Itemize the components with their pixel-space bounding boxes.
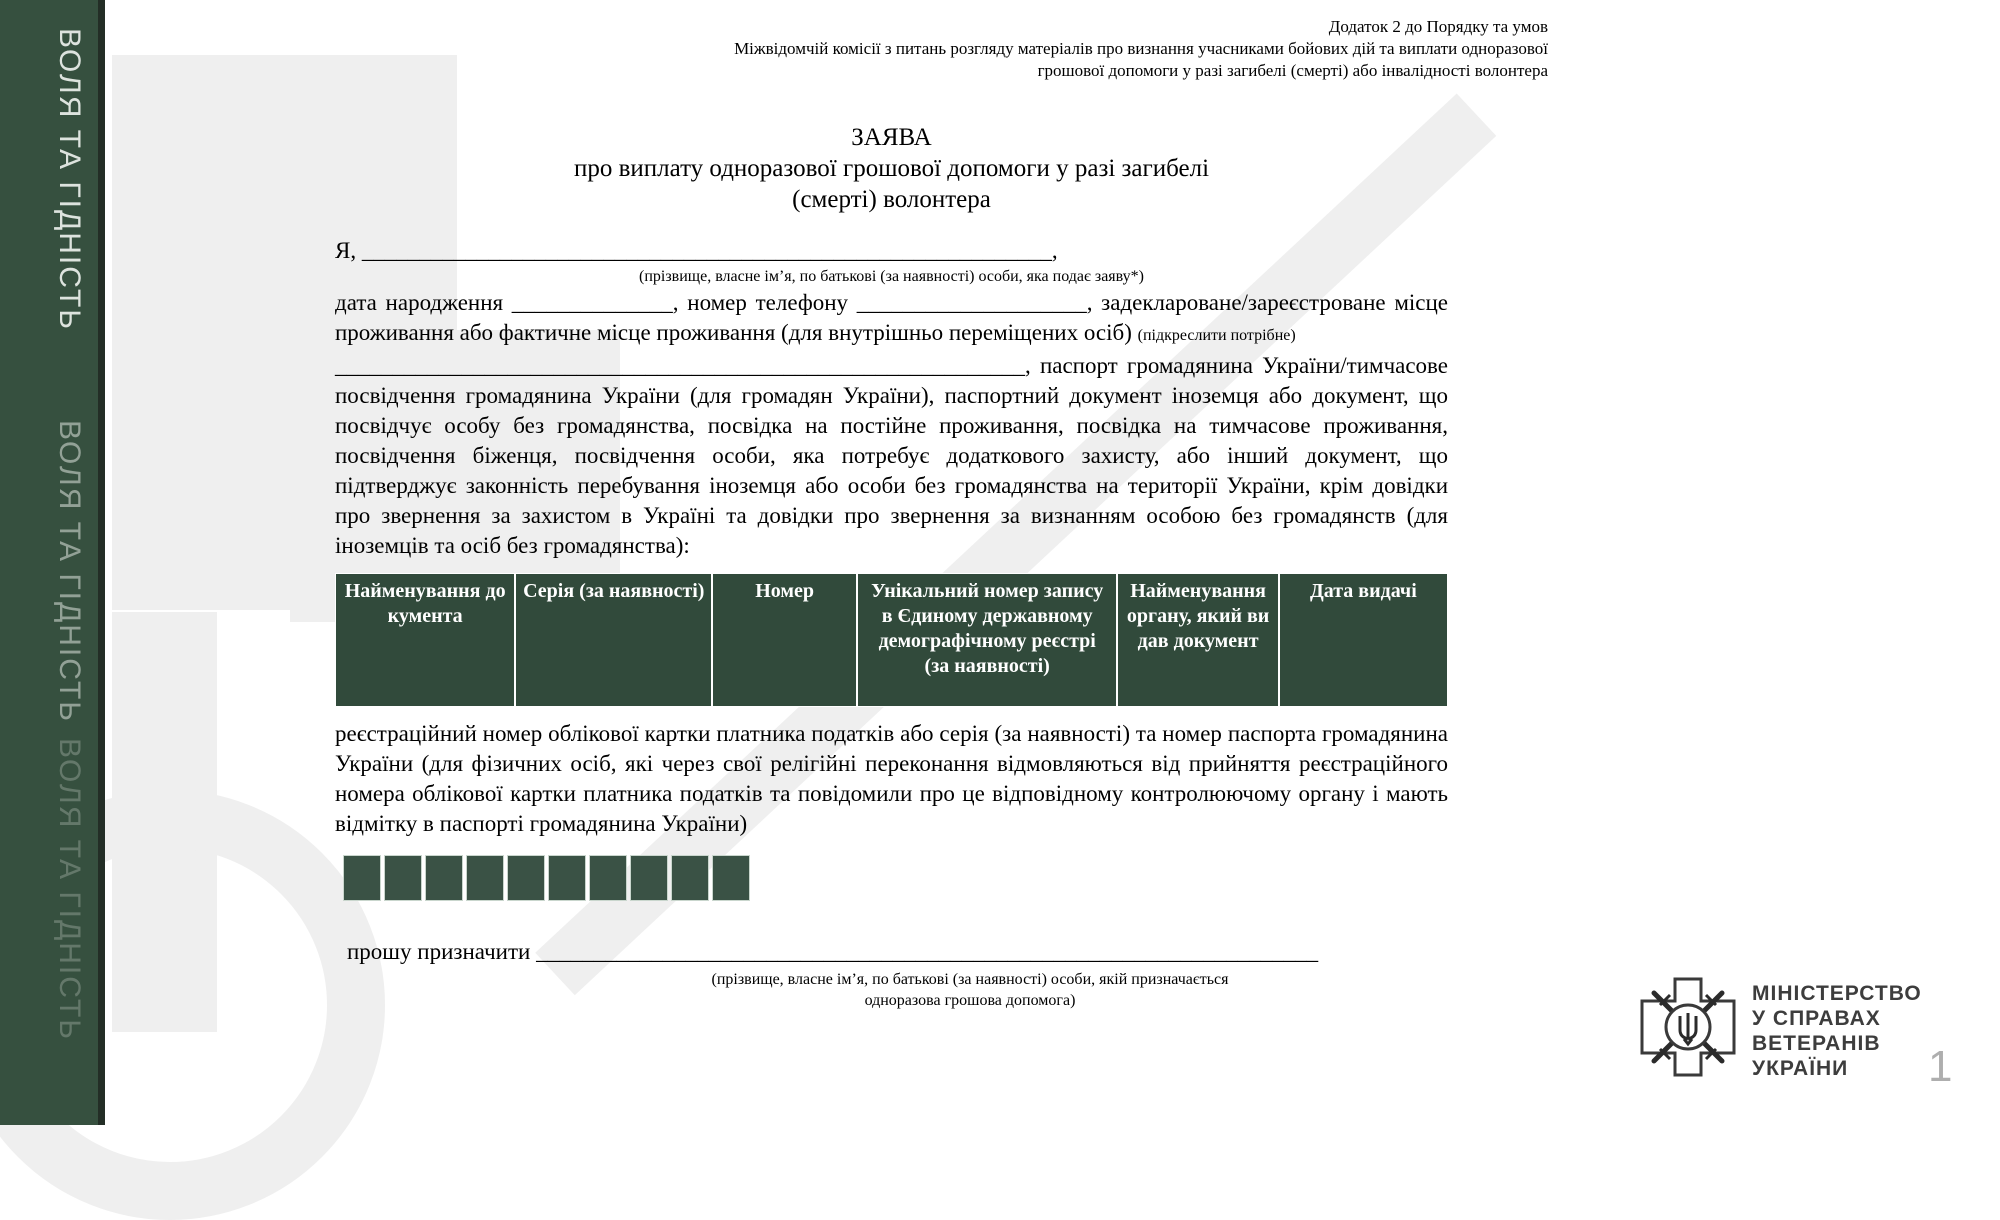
title-line: про виплату одноразової грошової допомоги у разі загибелі bbox=[573, 155, 1210, 182]
tin-box bbox=[384, 855, 422, 901]
annex-note bbox=[548, 16, 1548, 82]
tin-box bbox=[466, 855, 504, 901]
details-text: дата народження ______________, номер телефону ____________________, задеклароване/зареєстроване місце проживання або фактичне місце проживання (для внутрішньо переміщених осіб) bbox=[335, 290, 1448, 345]
document-table bbox=[335, 573, 1448, 707]
tin-box bbox=[343, 855, 381, 901]
tin-box bbox=[589, 855, 627, 901]
tin-box bbox=[630, 855, 668, 901]
banner-text: ВОЛЯ ТА ГІДНІСТЬ bbox=[53, 738, 86, 1041]
applicant-name-caption: (прізвище, власне ім’я, по батькові (за наявності) особи, яка подає заяву*) bbox=[639, 268, 1144, 285]
tin-box-row bbox=[343, 855, 1448, 901]
ministry-emblem-icon bbox=[1638, 975, 1738, 1079]
request-line bbox=[347, 937, 1448, 967]
ministry-name bbox=[1752, 981, 1922, 1081]
ministry-name-line: У СПРАВАХ bbox=[1752, 1007, 1881, 1030]
table-header-unique-number: Унікальний номер запису в Єдиному державному демографічному реєстрі (за наявності) bbox=[857, 573, 1117, 707]
ministry-name-line: МІНІСТЕРСТВО bbox=[1752, 982, 1922, 1005]
documents-paragraph: ____________________________________________________________, паспорт громадянина України/тимчасове посвідчення громадянина України (для громадян України), паспортний документ іноземця або документ, що посвідчує особу без громадянства, посвідка на постійне проживання, посвідка на тимчасове проживання, посвідчення біженця, посвідчення особи, яка потребує додаткового захисту, або інший документ, що підтверджує законність перебування іноземця або особи без громадянства на території України, крім довідки про звернення за захистом в Україні та довідки про звернення за визнанням особою без громадянств (для іноземців та осіб без громадянства): bbox=[335, 353, 1448, 558]
request-caption-line: (прізвище, власне ім’я, по батькові (за наявності) особи, якій призначається bbox=[711, 971, 1229, 988]
annex-note-line: Додаток 2 до Порядку та умов bbox=[1328, 17, 1548, 36]
details-paragraph bbox=[335, 288, 1448, 351]
underline-note: (підкреслити потрібне) bbox=[1137, 327, 1296, 344]
request-captions bbox=[495, 969, 1445, 1011]
table-header-number: Номер bbox=[712, 573, 857, 707]
banner-text: ВОЛЯ ТА ГІДНІСТЬ bbox=[53, 420, 86, 723]
tin-box bbox=[548, 855, 586, 901]
banner-text: ВОЛЯ ТА ГІДНІСТЬ bbox=[53, 28, 86, 331]
annex-note-line: грошової допомоги у разі загибелі (смерті) або інвалідності волонтера bbox=[1037, 61, 1548, 80]
request-blank: ____________________________________________________________________ bbox=[536, 939, 1319, 964]
table-header-issue-date: Дата видачі bbox=[1279, 573, 1448, 707]
page-number: 1 bbox=[1928, 1042, 1953, 1091]
title-line: ЗАЯВА bbox=[851, 124, 932, 151]
left-banner bbox=[0, 0, 105, 1125]
table-header-document-name: Найменування документа bbox=[335, 573, 515, 707]
tin-box bbox=[671, 855, 709, 901]
document-title bbox=[335, 122, 1448, 215]
annex-note-line: Міжвідомчій комісії з питань розгляду матеріалів про визнання учасниками бойових дій та виплати одноразової bbox=[734, 39, 1548, 58]
form-body bbox=[335, 236, 1448, 1011]
table-header-series: Серія (за наявності) bbox=[515, 573, 712, 707]
table-header-issuing-authority: Найменування органу, який видав документ bbox=[1117, 573, 1278, 707]
tin-box bbox=[507, 855, 545, 901]
tin-box bbox=[425, 855, 463, 901]
tin-box bbox=[712, 855, 750, 901]
ministry-name-line: УКРАЇНИ bbox=[1752, 1057, 1849, 1080]
request-label: прошу призначити bbox=[347, 939, 537, 964]
ministry-logo bbox=[1638, 975, 1922, 1081]
request-caption-line: одноразова грошова допомога) bbox=[864, 992, 1076, 1009]
ministry-name-line: ВЕТЕРАНІВ bbox=[1752, 1032, 1881, 1055]
applicant-name-line: Я, ____________________________________________________________, bbox=[335, 238, 1058, 263]
title-line: (смерті) волонтера bbox=[792, 186, 991, 213]
tax-number-paragraph: реєстраційний номер облікової картки платника податків або серія (за наявності) та номер паспорта громадянина України (для фізичних осіб, які через свої релігійні переконання відмовляються від прийняття реєстраційного номера облікової картки платника податків та повідомили про це відповідному контролюючому органу і мають відмітку в паспорті громадянина України) bbox=[335, 721, 1448, 836]
